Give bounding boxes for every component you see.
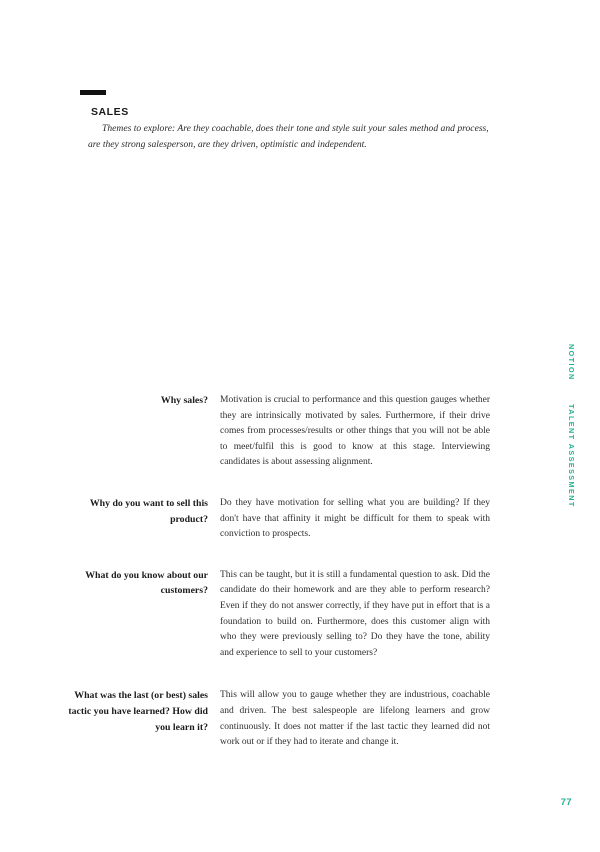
qa-question: Why do you want to sell this product? — [89, 497, 208, 525]
qa-question: What do you know about our customers? — [85, 569, 208, 597]
qa-answer: Motivation is crucial to performance and this question gauges whether they are intrinsically motivated by sales. Furthermore, if their drive comes from processes/results or other things that you will not be able to meet/fulfil this is good to know at this stage. Interviewing candidates is about assessing alignment. — [220, 395, 490, 468]
qa-answer: This will allow you to gauge whether they are industrious, coachable and driven. The best salespeople are lifelong learners and grow continuously. It does not matter if the last tactic they learned did not work out or if they had to iterate and change it. — [220, 690, 490, 748]
running-head-chapter: TALENT ASSESSMENT — [567, 404, 576, 508]
qa-item — [0, 496, 600, 543]
page-number: 77 — [560, 797, 572, 808]
qa-answer: This can be taught, but it is still a fundamental question to ask. Did the candidate do their homework and are they able to perform research? Even if they do not answer correctly, if they have put in effort that is a foundation to build on. Furthermore, does this customer align with who they were previously selling to? Do they have the tone, ability and experience to sell to your customers? — [220, 569, 490, 658]
section-marker-dash — [80, 90, 106, 95]
qa-question: Why sales? — [160, 395, 208, 406]
qa-answer: Do they have motivation for selling what you are building? If they don't have that affinity it might be difficult for them to speak with conviction to prospects. — [220, 497, 490, 540]
qa-item — [0, 688, 600, 750]
qa-question: What was the last (or best) sales tactic you have learned? How did you learn it? — [68, 690, 208, 733]
section-intro-text: Themes to explore: Are they coachable, does their tone and style suit your sales method and process, are they strong salesperson, are they driven, optimistic and independent. — [88, 123, 489, 150]
running-head-brand: NOTION — [567, 344, 576, 381]
qa-item — [0, 568, 600, 662]
qa-list — [0, 393, 600, 751]
qa-item — [0, 393, 600, 471]
section-title: SALES — [91, 106, 129, 118]
